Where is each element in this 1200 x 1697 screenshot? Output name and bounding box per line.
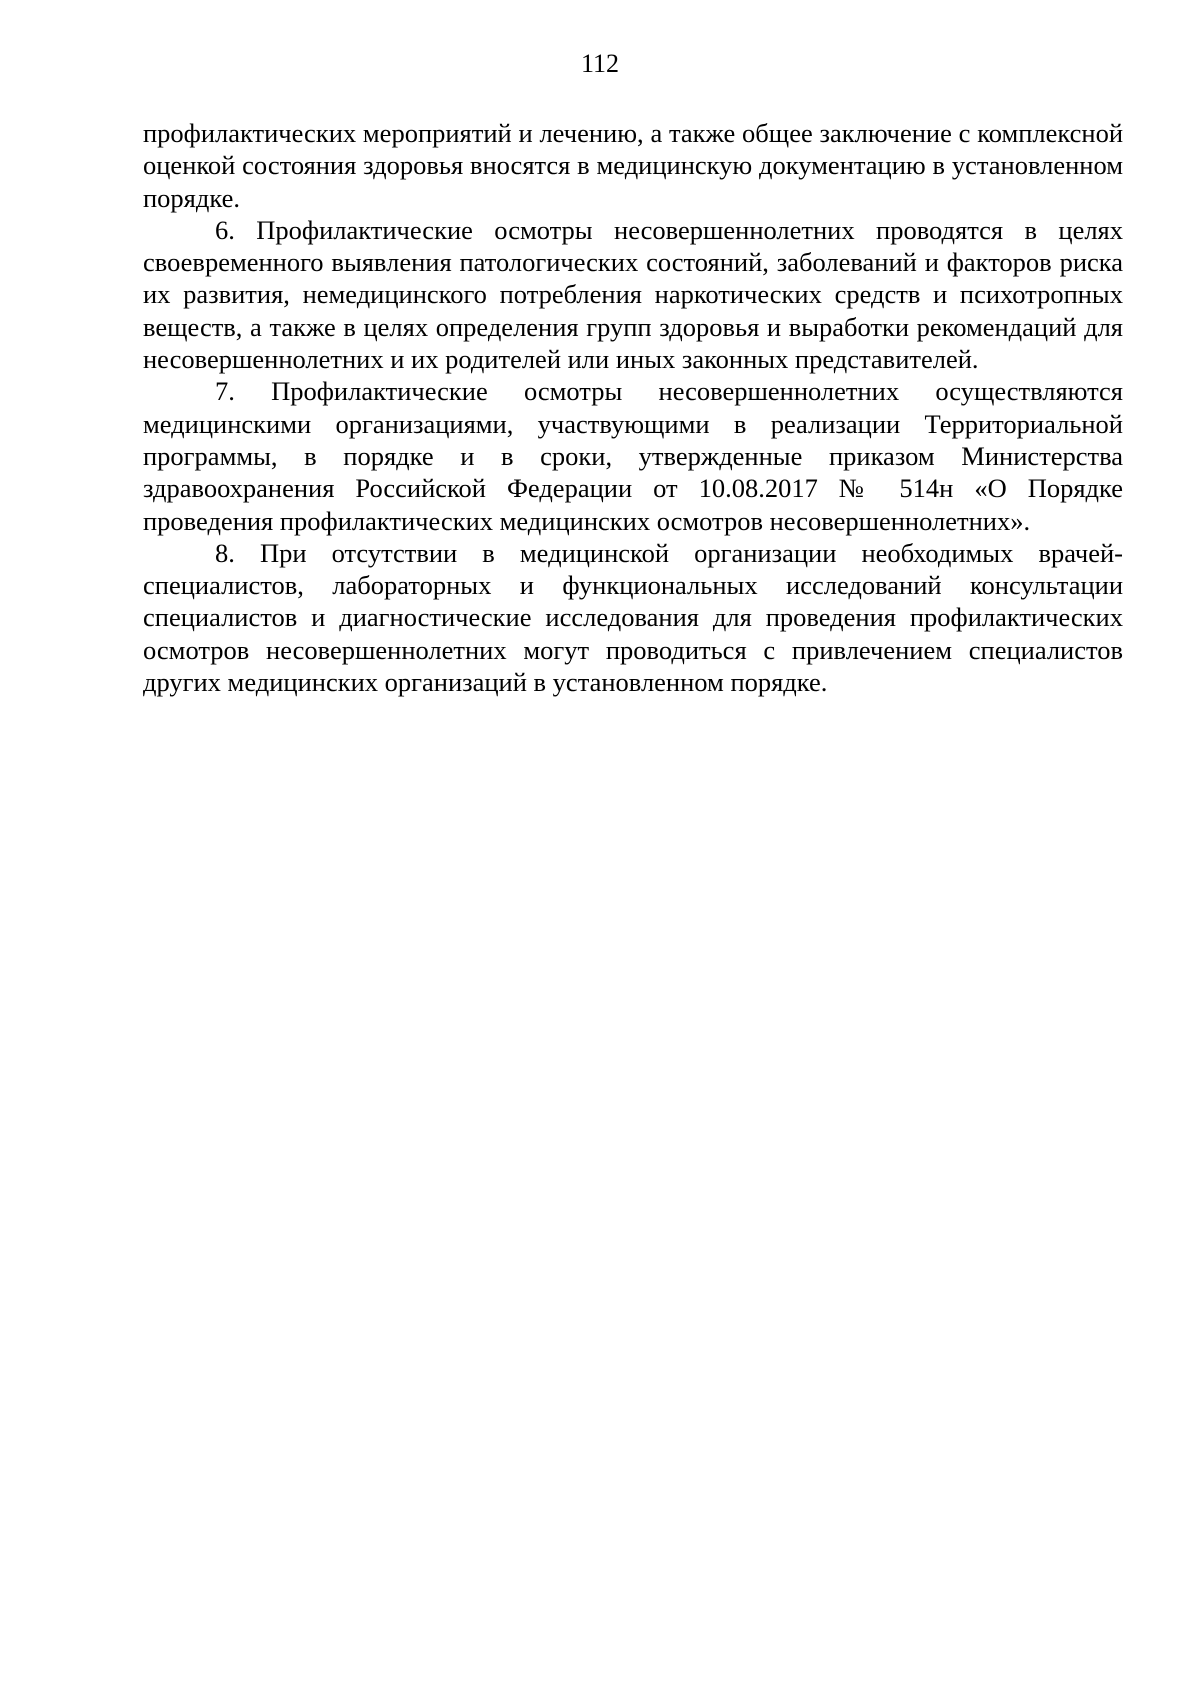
paragraph-item-7: 7. Профилактические осмотры несовершеннолетних осуществляются медицинскими организациями, участвующими в реализации Территориальной программы, в порядке и в сроки, утвержденные приказом Министерства здравоохранения Российской Федерации от 10.08.2017 № 514н «О Порядке проведения профилактических медицинских осмотров несовершеннолетних». [143,376,1123,536]
paragraph-continuation: профилактических мероприятий и лечению, а также общее заключение с комплексной оценкой состояния здоровья вносятся в медицинскую документацию в установленном порядке. [143,118,1123,213]
paragraph-item-8: 8. При отсутствии в медицинской организации необходимых врачей-специалистов, лабораторных и функциональных исследований консультации специалистов и диагностические исследования для проведения профилактических осмотров несовершеннолетних могут проводиться с привлечением специалистов других медицинских организаций в установленном порядке. [143,537,1123,698]
document-body [143,117,1123,698]
page-number: 112 [580,49,620,78]
paragraph-item-6: 6. Профилактические осмотры несовершеннолетних проводятся в целях своевременного выявления патологических состояний, заболеваний и факторов риска их развития, немедицинского потребления наркотических средств и психотропных веществ, а также в целях определения групп здоровья и выработки рекомендаций для несовершеннолетних и их родителей или иных законных представителей. [143,214,1123,375]
